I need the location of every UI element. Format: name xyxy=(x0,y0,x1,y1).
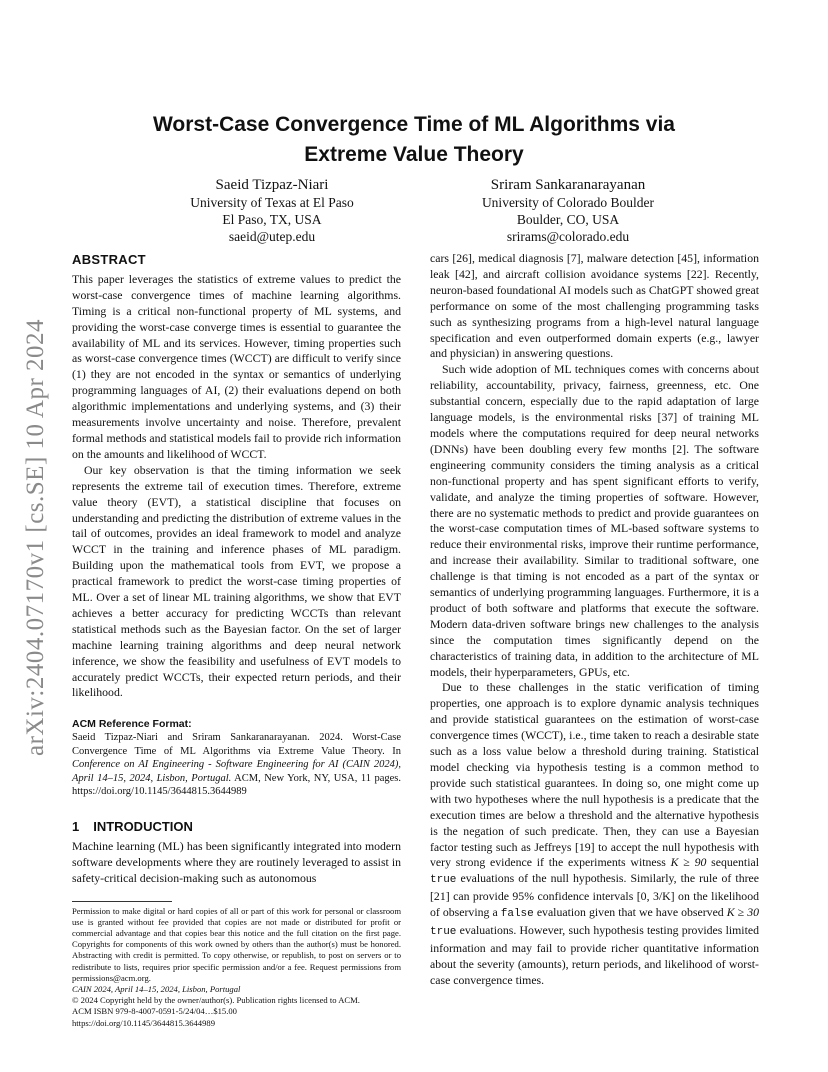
code-true: true xyxy=(430,874,457,887)
code-true-2: true xyxy=(430,926,457,939)
acm-reference-text-start: Saeid Tizpaz-Niari and Sriram Sankaranarayanan. 2024. Worst-Case Convergence Time of ML Algorithms via Extreme Value Theory. In xyxy=(72,732,401,757)
abstract-heading: ABSTRACT xyxy=(72,252,146,267)
author-name: Sriram Sankaranarayanan xyxy=(490,177,646,193)
author-email[interactable]: saeid@utep.edu xyxy=(228,229,316,244)
author-name: Saeid Tizpaz-Niari xyxy=(215,177,329,193)
abstract-paragraph-2: Our key observation is that the timing information we seek represents the extreme tail of execution times. Therefore, extreme value theory (EVT), a statistical discipline that focuses on understanding and predicting the distribution of extreme values in the tail of outcomes, provides an ideal framework to model and analyze WCCT in the training and inference phases of ML paradigm. Building upon the mathematical tools from EVT, we propose a practical framework to predict the worst-case timing properties of ML. Over a set of linear ML training algorithms, we show that EVT achieves a better accuracy for predicting WCCTs than relevant statistical methods such as the Bayesian factor. On the set of larger machine learning training algorithms and deep neural network inference, we show the feasibility and usefulness of EVT models to accurately predict WCCTs, their expected return periods, and their likelihood. xyxy=(72,462,401,700)
intro-heading xyxy=(72,819,401,835)
math-k-30: K ≥ 30 xyxy=(726,905,760,920)
p3-text-a: Due to these challenges in the static verification of timing properties, one approach is to explore dynamic analysis techniques and provide statistical guarantees on the estimation of worst-case convergence times (WCCT), i.e., time taken to reach a desirable state such as a loss value below a threshold during training. Statistical model checking via hypothesis testing is a common method to provide such statistical guarantees. In doing so, one might come up with two hypotheses where the null hypothesis is a predicate that the execution times are below a threshold and the alternative hypothesis is the negation of such predicate. Then, they can use a Bayesian factor testing such as Jeffreys [19] to accept the null hypothesis with very strong evidence if the experiments witness xyxy=(430,680,759,870)
intro-paragraph-2: Such wide adoption of ML techniques comes with concerns about reliability, accountability, privacy, fairness, greenness, etc. One substantial concern, especially due to the rapid adaptation of large language models, is the environmental risks [37] of training ML models where the computations required for deep neural networks (DNNs) have been doubling every few months [2]. The software engineering community considers the timing analysis as a critical non-functional property and has spent significant efforts to verify, validate, and analyze the timing properties of software. However, there are no systematic methods to predict and provide guarantees on the worst-case computation times of ML-based software systems to reduce their environmental risks, improve their runtime performance, and increase their availability. Similar to traditional software, one challenge is that timing is not encoded as a part of the syntax or semantics of underlying programming languages. Furthermore, it is a product of both software and platforms that execute the software. Modern data-driven software brings new challenges to the analysis since the computation times significantly depend on the characteristics of training data, in addition to the architecture of ML models, their hyperparameters, GPUs, etc. xyxy=(430,362,759,679)
abstract-paragraph-1: This paper leverages the statistics of extreme values to predict the worst-case convergence times of machine learning algorithms. Timing is a critical non-functional property of ML systems, and providing the worst-case converge times is essential to guarantee the availability of ML and its services. However, timing properties such as worst-case convergence times (WCCT) are difficult to verify since (1) they are not encoded in the syntax or semantics of underlying programming languages of AI, (2) their evaluations depend on both algorithmic implementations and underlying systems, and (3) their measurements involve uncertainty and noise. Therefore, prevalent formal methods and statistical models fail to provide rich information on the amounts and likelihood of WCCT. xyxy=(72,271,401,461)
code-false: false xyxy=(500,908,534,921)
acm-reference-text xyxy=(72,731,401,799)
title-line-2: Extreme Value Theory xyxy=(304,143,524,166)
author-block-2 xyxy=(418,176,718,245)
math-interval: [0, 3/K] xyxy=(636,889,675,904)
author-affiliation: University of Texas at El Paso xyxy=(190,195,354,210)
acm-reference-text-end[interactable]: ACM, New York, NY, USA, 11 pages. https://doi.org/10.1145/3644815.3644989 xyxy=(72,772,401,798)
section-title: INTRODUCTION xyxy=(93,818,193,834)
p3-text-c: evaluations of the null hypothesis. Similarly, the rule of three [21] can provide 95% confidence intervals xyxy=(430,871,759,904)
author-location: El Paso, TX, USA xyxy=(222,212,322,227)
title-line-1: Worst-Case Convergence Time of ML Algorithms via xyxy=(152,113,675,136)
p3-text-b: sequential xyxy=(706,855,759,870)
footnote-isbn: ACM ISBN 979-8-4007-0591-5/24/04…$15.00 xyxy=(72,1006,237,1017)
section-number: 1 xyxy=(72,818,80,834)
intro-paragraph-3 xyxy=(430,680,759,988)
author-affiliation: University of Colorado Boulder xyxy=(481,195,655,210)
p3-text-g: evaluations. However, such hypothesis testing provides limited information and may fail to provide richer quantitative information about the severity (amounts), return periods, and likelihood of worst-case convergence times. xyxy=(430,923,759,987)
footnote-divider xyxy=(72,901,172,902)
author-email[interactable]: srirams@colorado.edu xyxy=(506,229,630,244)
left-column xyxy=(72,252,401,1029)
acm-reference-heading: ACM Reference Format: xyxy=(72,718,192,731)
permission-notice: Permission to make digital or hard copies of all or part of this work for personal or classroom use is granted without fee provided that copies are not made or distributed for profit or commercial advantage and that copies bear this notice and the full citation on the first page. Copyrights for components of this work owned by others than the author(s) must be honored. Abstracting with credit is permitted. To copy otherwise, or republish, to post on servers or to redistribute to lists, requires prior specific permission and/or a fee. Request permissions from permissions@acm.org. xyxy=(72,905,401,983)
footnote-doi[interactable]: https://doi.org/10.1145/3644815.3644989 xyxy=(72,1017,215,1028)
p3-text-d: on the likelihood of observing a xyxy=(430,889,759,920)
author-location: Boulder, CO, USA xyxy=(516,212,620,227)
arxiv-stamp: arXiv:2404.07170v1 [cs.SE] 10 Apr 2024 xyxy=(22,318,49,756)
footnote-venue: CAIN 2024, April 14–15, 2024, Lisbon, Portugal xyxy=(72,983,241,994)
math-k-90: K ≥ 90 xyxy=(670,855,707,870)
intro-paragraph-1: Machine learning (ML) has been significantly integrated into modern software developments where they are routinely leveraged to assist in safety-critical decision-making such as autonomous xyxy=(72,838,401,885)
intro-paragraph-continued: cars [26], medical diagnosis [7], malware detection [45], information leak [42], and aircraft collision avoidance systems [22]. Recently, neuron-based foundational AI models such as ChatGPT showed great performance on some of the most challenging programming tasks such as synthesizing programs from a high-level natural language specification and even outperformed domain experts (e.g., lawyer and physician) in answering questions. xyxy=(430,251,759,361)
paper-title xyxy=(0,110,828,170)
acm-reference-venue: Conference on AI Engineering - Software Engineering for AI (CAIN 2024), April 14–15, 2024, Lisbon, Portugal. xyxy=(72,759,401,784)
footnote-copyright: © 2024 Copyright held by the owner/author(s). Publication rights licensed to ACM. xyxy=(72,995,360,1006)
p3-text-e: evaluation given that we have observed xyxy=(533,905,727,920)
author-block-1 xyxy=(122,176,422,245)
right-column xyxy=(430,251,759,989)
footnote-block xyxy=(72,906,401,1029)
